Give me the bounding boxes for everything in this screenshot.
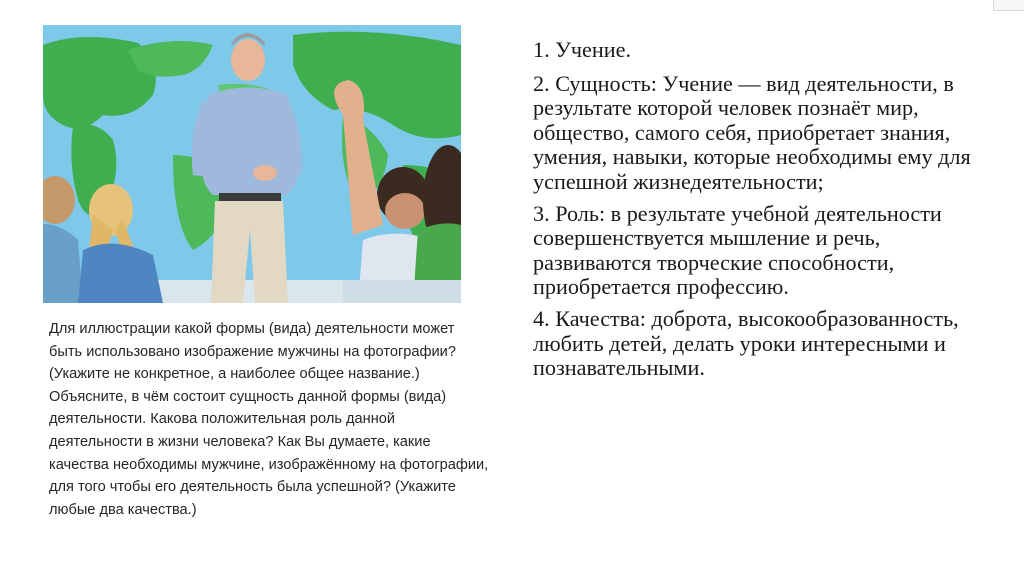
photo-illustration [43,25,461,303]
teacher-classroom-photo [43,25,461,303]
window-corner-control [993,0,1024,11]
question-text: Для иллюстрации какой формы (вида) деятельности может быть использовано изображение мужчины на фотографии? (Укажите не конкретное, а наиболее общее название.) Объясните, в чём состоит сущность данной формы (вида) деятельности. Какова положительная роль данной деятельности в жизни человека? Как Вы думаете, какие качества необходимы мужчине, изображённому на фотографии, для того чтобы его деятельность была успешной? (Укажите любые два качества.) [49,321,489,518]
answer-item-activity: 1. Учение. [533,37,632,62]
answer-item-essence: 2. Сущность: Учение — вид деятельности, в результате которой человек познаёт мир, общество, самого себя, приобретает знания, умения, навыки, которые необходимы ему для успешной жизнедеятельности; [533,70,971,194]
answer-item-qualities: 4. Качества: доброта, высокообразованность, любить детей, делать уроки интересными и познавательными. [533,305,959,381]
window-top-bar [0,0,1024,12]
answer-item-role: 3. Роль: в результате учебной деятельности совершенствуется мышление и речь, развиваются творческие способности, приобретается профессию. [533,200,942,300]
answers-block [533,38,1003,388]
